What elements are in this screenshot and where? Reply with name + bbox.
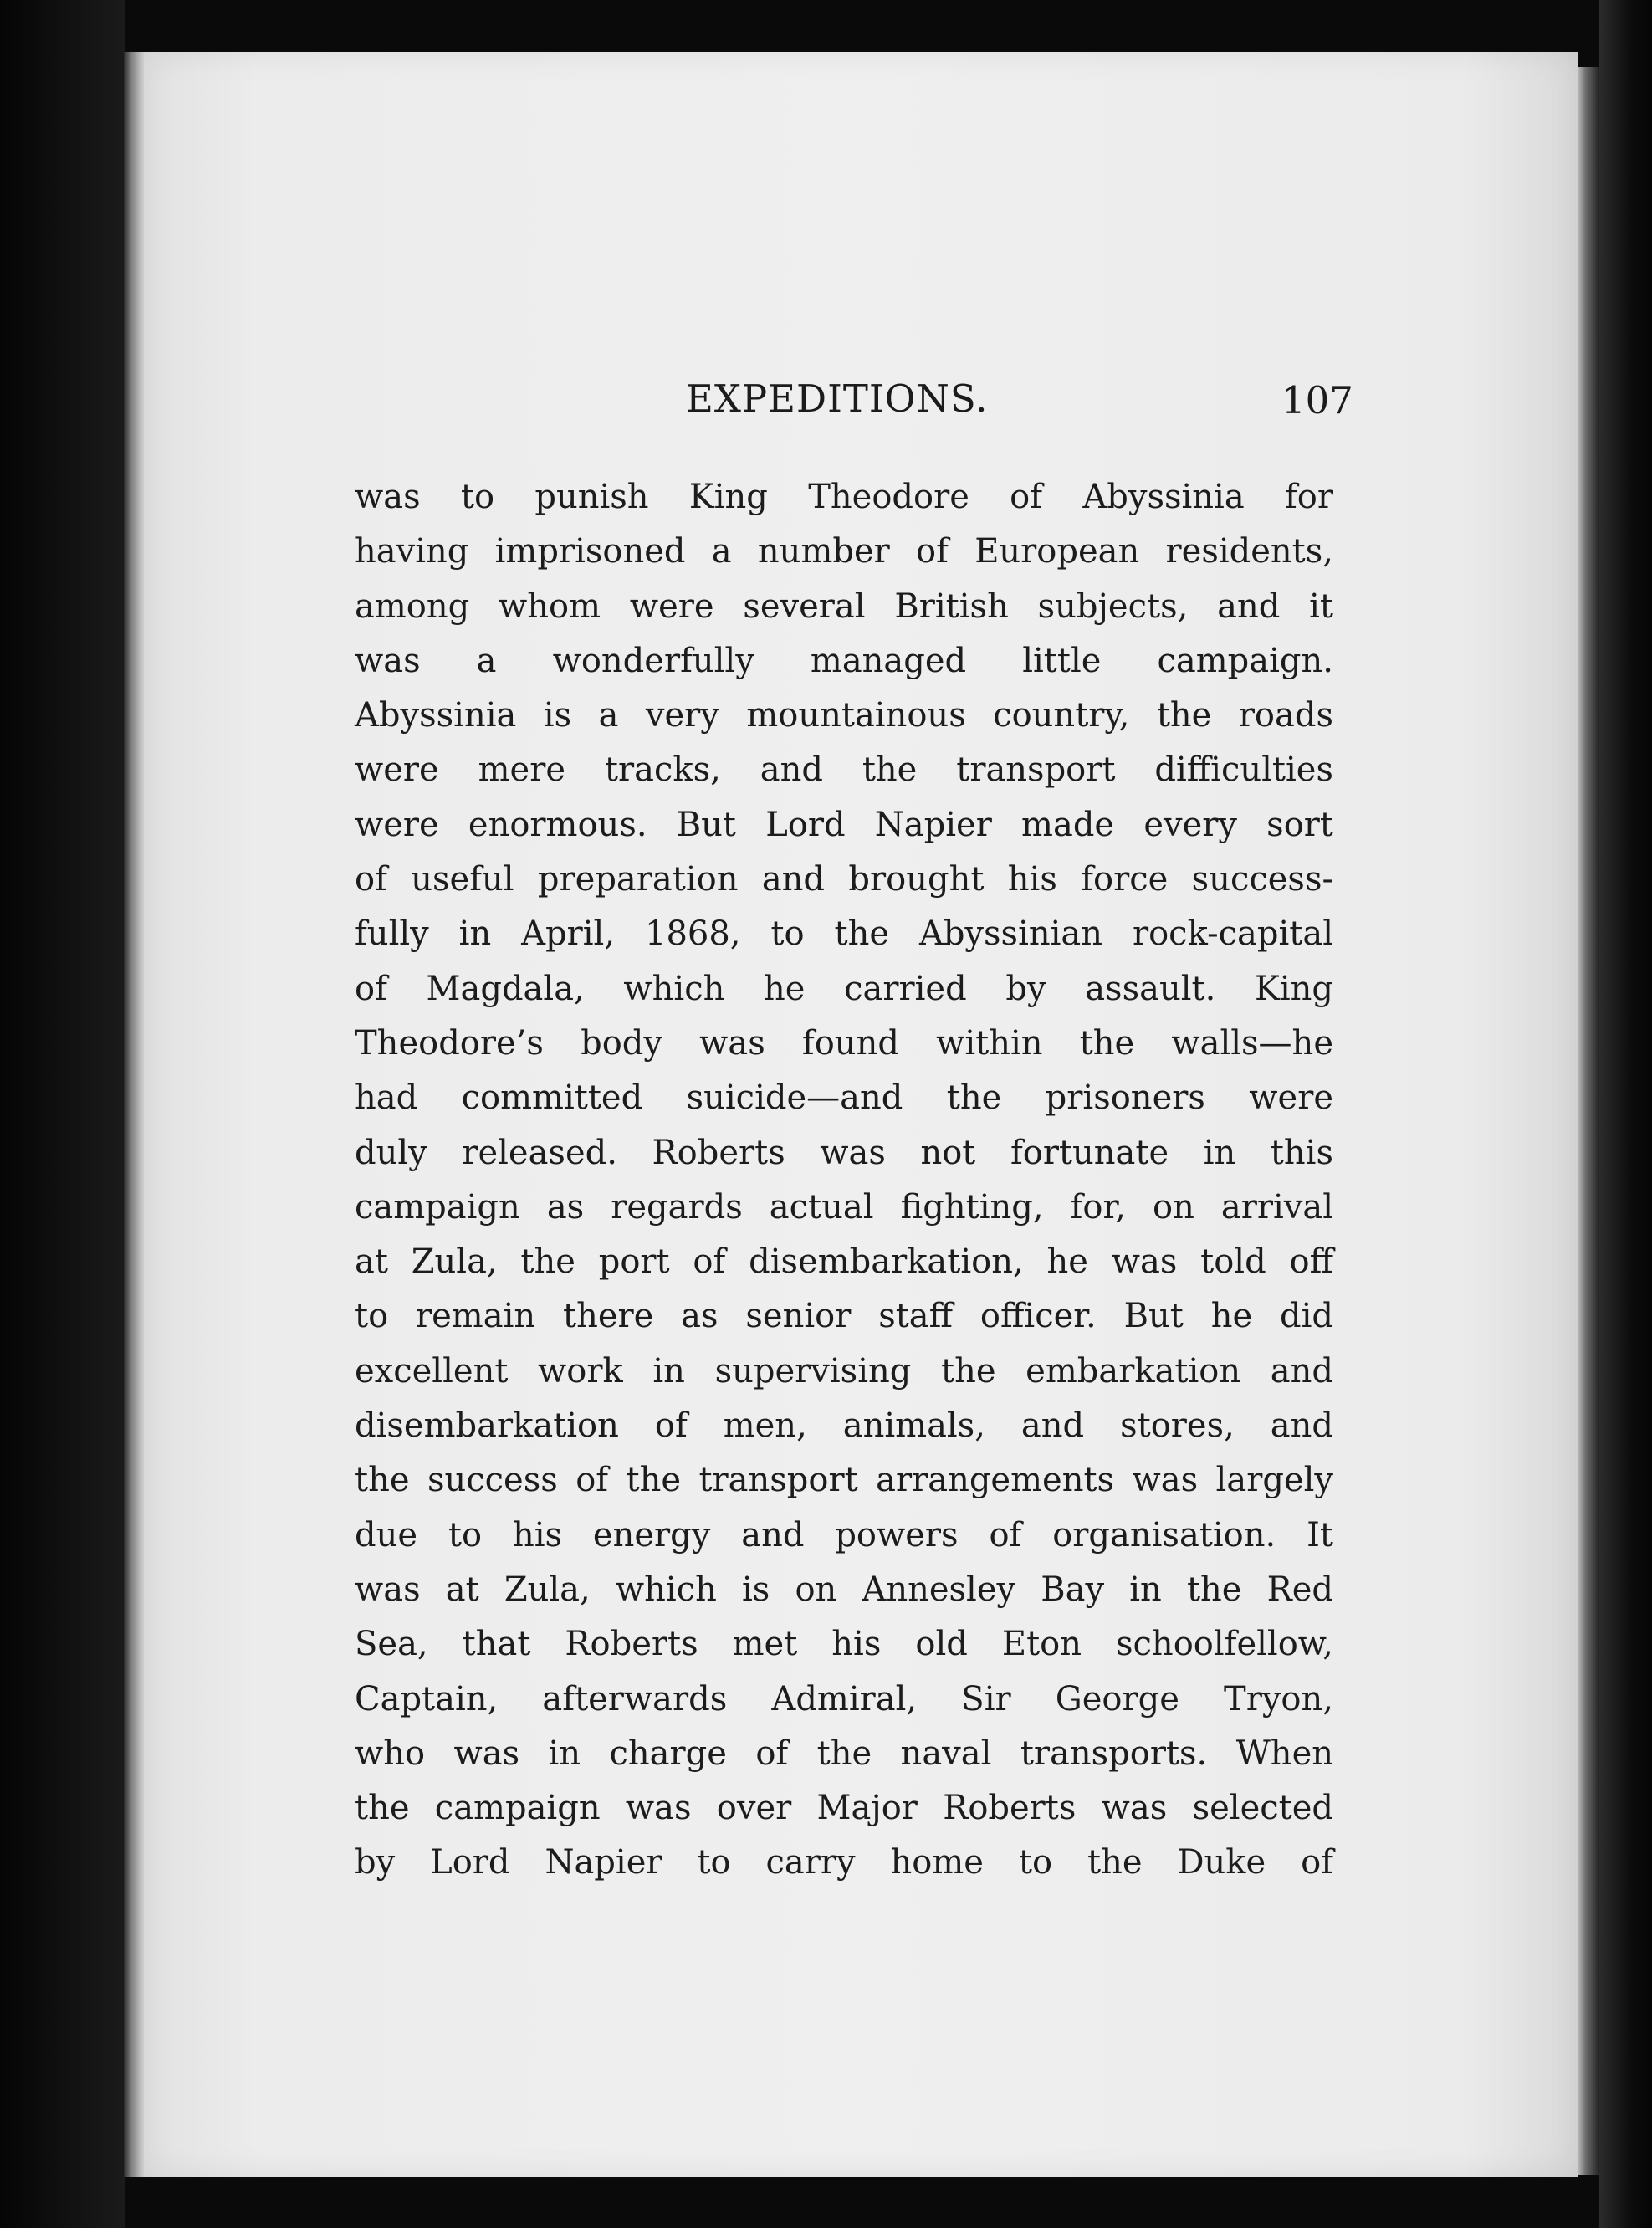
text-line: among whom were several British subjects, and it (355, 586, 1333, 626)
text-line: was a wonderfully managed little campaign. (355, 641, 1333, 680)
text-line: were enormous. But Lord Napier made every sort (355, 805, 1333, 844)
right-page-edge (1576, 67, 1601, 2175)
text-line: had committed suicide—and the prisoners were (355, 1078, 1333, 1118)
text-line: the campaign was over Major Roberts was selected (355, 1789, 1333, 1828)
text-line: were mere tracks, and the transport difficulties (355, 750, 1333, 790)
text-line: duly released. Roberts was not fortunate in this (355, 1133, 1333, 1172)
text-line: having imprisoned a number of European residents, (355, 532, 1333, 571)
text-line: excellent work in supervising the embarkation and (355, 1351, 1333, 1391)
book-page (144, 52, 1578, 2177)
text-line: the success of the transport arrangements was largely (355, 1461, 1333, 1500)
text-line: Abyssinia is a very mountainous country, the roads (355, 696, 1333, 735)
page-number: 107 (1281, 378, 1353, 423)
text-line: due to his energy and powers of organisation. It (355, 1515, 1333, 1554)
text-line: Captain, afterwards Admiral, Sir George Tryon, (355, 1679, 1333, 1718)
text-line: to remain there as senior staff officer. But he did (355, 1297, 1333, 1336)
left-scan-border (0, 0, 125, 2228)
right-scan-border (1599, 0, 1652, 2228)
text-line: was at Zula, which is on Annesley Bay in the Red (355, 1570, 1333, 1609)
text-line: of useful preparation and brought his force success- (355, 860, 1333, 899)
page-header (144, 376, 1578, 435)
text-line: campaign as regards actual fighting, for, on arrival (355, 1187, 1333, 1227)
running-head: EXPEDITIONS. (686, 376, 989, 421)
text-line: disembarkation of men, animals, and stores, and (355, 1406, 1333, 1446)
text-line: Theodore’s body was found within the walls—he (355, 1023, 1333, 1063)
text-line: fully in April, 1868, to the Abyssinian rock-capital (355, 914, 1333, 954)
text-line: who was in charge of the naval transports. When (355, 1734, 1333, 1773)
text-line: of Magdala, which he carried by assault. King (355, 969, 1333, 1008)
text-line: at Zula, the port of disembarkation, he was told off (355, 1242, 1333, 1282)
text-line: by Lord Napier to carry home to the Duke of (355, 1843, 1333, 1882)
body-text (355, 470, 1333, 1891)
text-line: was to punish King Theodore of Abyssinia for (355, 478, 1333, 516)
text-line: Sea, that Roberts met his old Eton schoolfellow, (355, 1625, 1333, 1664)
